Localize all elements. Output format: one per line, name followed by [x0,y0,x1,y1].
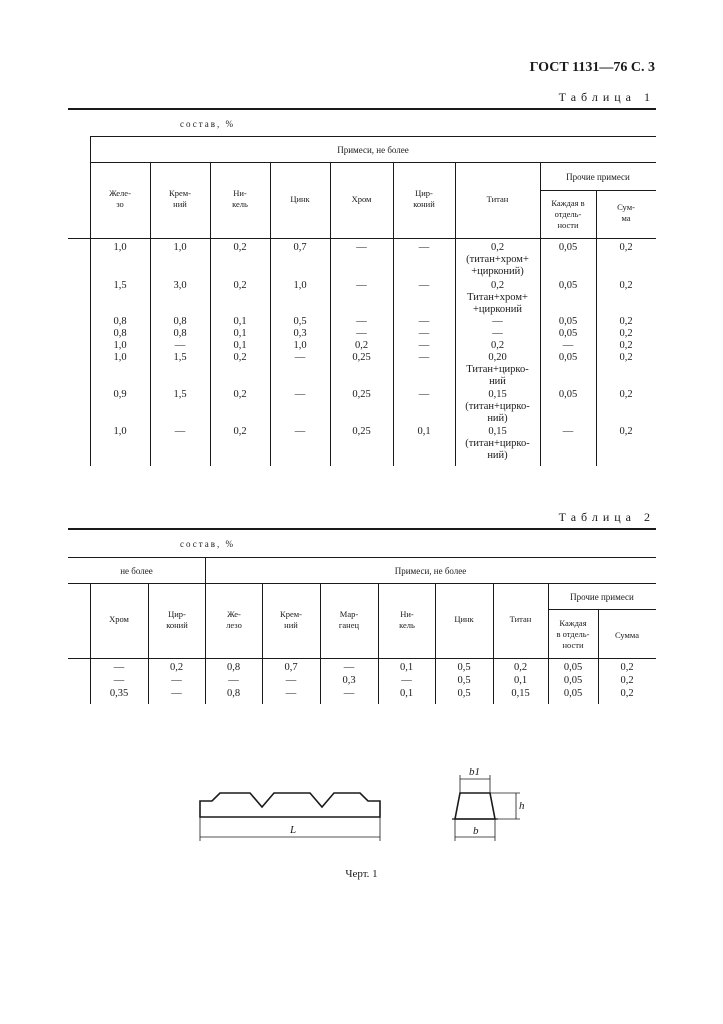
table1-cell: 0,15 (титан+цирко- ний) [465,389,530,424]
dimension-h-label: h [519,800,525,812]
table1-cell: 0,8 [113,328,127,339]
table1-cell: 0,2 [619,316,633,327]
table1-cell: 1,0 [173,242,187,253]
table1-col-nickel: Ни- кель [232,188,248,209]
table1-cell: 0,2 [233,389,247,400]
table1-cell: — [418,242,430,253]
table1-cell: 0,25 [352,389,371,400]
table1-col-each: Каждая в отдель- ности [551,198,585,230]
table1-cell: — [356,242,367,253]
table1-col-sum: Сум- ма [617,202,635,223]
table2-cell: 0,15 [511,688,530,699]
table1-cell: 1,0 [113,352,127,363]
table1-cell: 0,25 [352,352,371,363]
table1-cell: 0,1 [233,340,247,351]
trapezoid-section [455,793,495,819]
table2-col-zinc: Цинк [454,614,474,624]
table1-cell: 0,1 [233,328,247,339]
table1-cell: 0,5 [293,316,307,327]
table2-other-impurities-header: Прочие примеси [570,592,634,602]
table2-cell: 0,2 [620,688,634,699]
table1-cell: 0,3 [293,328,307,339]
table2-cell: 0,1 [513,675,528,686]
table2-cell: 0,8 [226,662,241,673]
table1-cell: 0,2 [233,280,247,291]
table1-cell: 1,0 [113,340,127,351]
table1-cell: 0,05 [558,352,578,363]
table1-cell: — [356,316,367,327]
table1-cell: 0,1 [233,316,247,327]
figure-caption: Черт. 1 [345,868,378,880]
table2-cell: — [171,688,182,699]
table1-cell: 0,2 [354,340,369,351]
table1-cell: 1,5 [113,280,127,291]
dimension-b1-label: b1 [469,766,480,778]
table2-col-titanium: Титан [509,614,532,624]
table2-cell: — [285,675,297,686]
table1-cell: 0,2 (титан+хром+ +цирконий) [466,242,529,277]
table1-cell: 1,0 [293,340,307,351]
table1-cell: 1,0 [113,242,127,253]
table2-cell: 0,5 [457,675,471,686]
table2-col-zirconium: Цир- коний [166,609,188,630]
table1-other-impurities-header: Прочие примеси [566,172,630,182]
table2-cell: 0,05 [563,675,583,686]
table2-label: Таблица 2 [558,510,655,524]
table1-cell: 0,05 [558,389,578,400]
table2-col-nickel: Ни- кель [399,609,415,630]
table2-col-silicon: Крем- ний [280,609,302,630]
table1-cell: — [492,328,503,339]
table1-group-header: состав, % [180,119,235,129]
table2-left-group-header: не более [120,566,153,576]
table2-cell: 0,1 [399,662,414,673]
table1-cell: — [174,426,186,437]
table1-cell: — [418,352,430,363]
table1-cell: — [418,328,430,339]
table2-cell: — [171,675,182,686]
table2-cell: 0,05 [563,662,583,673]
table2-cell: 0,2 [513,662,528,673]
table2-cell: 0,2 [620,675,634,686]
table1-impurities-header: Примеси, не более [337,145,409,155]
table1-col-zinc: Цинк [290,194,310,204]
table1-cell: 0,2 [619,352,633,363]
table1-cell: — [294,389,306,400]
table2-cell: — [285,688,297,699]
table2-col-sum: Сумма [614,630,640,640]
table1-cell: 0,2 [619,242,633,253]
table1-cell: — [356,280,367,291]
table1-cell: 0,1 [417,426,431,437]
table1-col-titanium: Титан [486,194,509,204]
table1-cell: 0,05 [558,280,578,291]
table1-col-silicon: Крем- ний [169,188,191,209]
table1-cell: — [294,426,306,437]
dimension-b-label: b [473,825,479,837]
table2-col-manganese: Мар- ганец [338,609,360,630]
table1-cell: 1,0 [113,426,127,437]
table1-cell: — [294,352,306,363]
table2-cell: 0,8 [226,688,241,699]
table1-cell: — [418,280,430,291]
table1-cell: 0,8 [173,328,187,339]
table2-cell: 0,35 [109,688,129,699]
table2-cell: — [113,662,125,673]
dimension-L-label: L [290,824,297,836]
table1-cell: — [418,316,430,327]
table1-cell: 0,2 [619,328,633,339]
profile-outline [200,793,380,817]
table1-cell: 0,2 [233,242,247,253]
drawing-figure [190,755,540,850]
table2-col-iron: Же- лезо [226,609,242,630]
table1-cell: 0,8 [113,316,127,327]
table1-cell: 1,5 [173,352,187,363]
table2-cell: 0,1 [399,688,414,699]
table2-impurities-header: Примеси, не более [394,566,467,576]
table1-cell: 3,0 [173,280,187,291]
table1-cell: 0,2 [490,340,505,351]
table1-cell: 0,8 [173,316,187,327]
table1-cell: 0,2 [619,426,633,437]
table1-col-iron: Желе- зо [109,188,131,209]
table2-cell: — [401,675,412,686]
table1-cell: 0,2 [619,340,633,351]
table2-cell: — [113,675,125,686]
table2-cell: 0,5 [457,662,471,673]
table2-cell: 0,3 [342,675,356,686]
table2-cell: — [343,688,355,699]
table1-cell: 0,2 [233,352,247,363]
table1-cell: 0,20 Титан+цирко- ний [466,352,529,387]
table1-cell: — [492,316,503,327]
table1-cell: — [356,328,367,339]
table1-cell: 0,25 [352,426,371,437]
table2-cell: 0,5 [457,688,471,699]
table1-cell: — [562,340,574,351]
table1-cell: — [418,340,430,351]
table2-group-header: состав, % [180,539,235,549]
table1-cell: 1,0 [293,280,307,291]
table2-cell: 0,7 [284,662,298,673]
table1-cell: 1,5 [173,389,187,400]
table1-cell: 0,2 [233,426,247,437]
table1-cell: 0,2 [619,280,633,291]
table2-cell: 0,2 [620,662,634,673]
table2-col-chromium: Хром [109,614,129,624]
table2-cell: 0,2 [169,662,184,673]
table1-cell: 0,7 [293,242,307,253]
table1-label: Таблица 1 [558,90,655,104]
table1-cell: 0,05 [558,328,578,339]
table2-col-each: Каждая в отдель- ности [556,618,590,650]
table1-col-zirconium: Цир- коний [413,188,435,209]
table1-cell: 0,2 [619,389,633,400]
table2-cell: 0,05 [563,688,583,699]
table1-cell: 0,05 [558,316,578,327]
table1-cell: 0,05 [558,242,578,253]
table1-cell: — [562,426,574,437]
table1-cell: 0,2 Титан+хром+ +цирконий [467,280,528,315]
table2-cell: — [228,675,239,686]
table1-cell: — [174,340,186,351]
table1-cell: — [418,389,430,400]
table1-cell: 0,9 [113,389,127,400]
table1-cell: 0,15 (титан+цирко- ний) [465,426,530,461]
table2-cell: — [343,662,355,673]
table1-col-chromium: Хром [351,194,372,204]
document-header: ГОСТ 1131—76 С. 3 [529,60,655,75]
